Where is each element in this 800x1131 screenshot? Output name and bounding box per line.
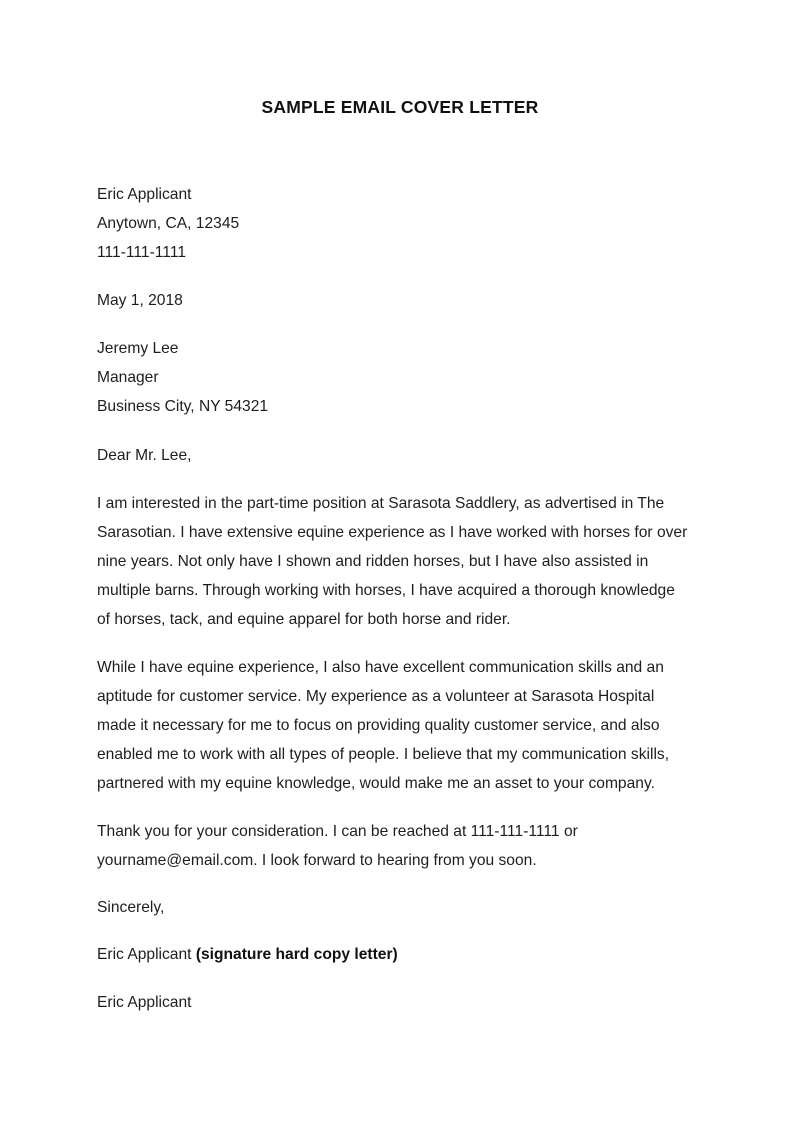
closing: Sincerely,: [97, 899, 165, 916]
sender-name: Eric Applicant: [97, 186, 192, 203]
typed-name: Eric Applicant: [97, 994, 192, 1011]
recipient-address: Business City, NY 54321: [97, 398, 269, 415]
body-paragraph-2: [97, 653, 717, 798]
salutation: Dear Mr. Lee,: [97, 447, 192, 464]
paragraph-line: multiple barns. Through working with horses, I have acquired a thorough knowledge: [97, 582, 675, 599]
paragraph-line: made it necessary for me to focus on providing quality customer service, and also: [97, 717, 660, 734]
document-title: SAMPLE EMAIL COVER LETTER: [261, 97, 539, 117]
paragraph-line: While I have equine experience, I also have excellent communication skills and an: [97, 659, 664, 676]
paragraph-line: of horses, tack, and equine apparel for both horse and rider.: [97, 611, 511, 628]
paragraph-line: Thank you for your consideration. I can be reached at 111-111-1111 or: [97, 823, 578, 840]
paragraph-line: partnered with my equine knowledge, would make me an asset to your company.: [97, 775, 655, 792]
paragraph-line: enabled me to work with all types of people. I believe that my communication skills,: [97, 746, 670, 763]
recipient-title: Manager: [97, 369, 159, 386]
sender-phone: 111-111-1111: [97, 244, 187, 261]
paragraph-line: nine years. Not only have I shown and ridden horses, but I have also assisted in: [97, 553, 649, 570]
paragraph-line: I am interested in the part-time position at Sarasota Saddlery, as advertised in The: [97, 495, 665, 512]
paragraph-line: aptitude for customer service. My experience as a volunteer at Sarasota Hospital: [97, 688, 655, 705]
recipient-name: Jeremy Lee: [97, 340, 179, 357]
letter-date: May 1, 2018: [97, 292, 183, 309]
paragraph-line: Sarasotian. I have extensive equine experience as I have worked with horses for over: [97, 524, 688, 541]
body-paragraph-1: [97, 489, 717, 634]
signature-line: [97, 946, 398, 964]
sender-address: Anytown, CA, 12345: [97, 215, 240, 232]
paragraph-line: yourname@email.com. I look forward to hearing from you soon.: [97, 852, 537, 869]
signature-note: (signature hard copy letter): [195, 946, 398, 963]
body-paragraph-3: [97, 817, 717, 875]
signature-name: Eric Applicant: [97, 946, 196, 963]
